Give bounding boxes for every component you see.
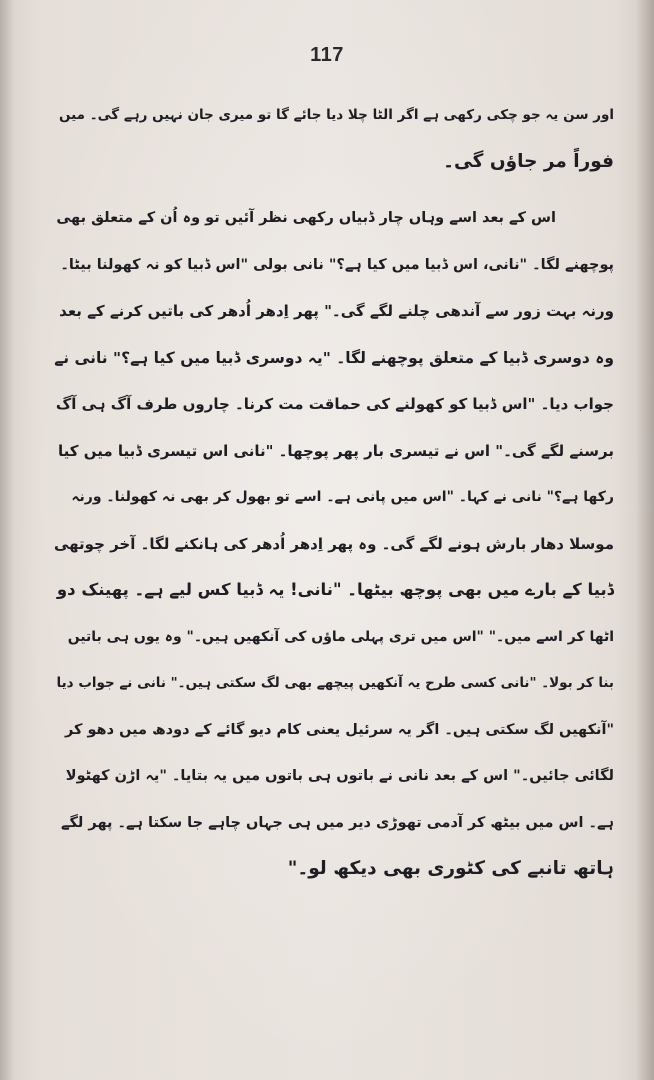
page-number: 117	[310, 44, 344, 66]
text-line: ڈبیا کے بارے میں بھی پوچھ بیٹھا۔ "نانی! یہ ڈبیا کس لیے ہے۔ پھینک دو	[56, 580, 614, 599]
paragraph-break	[54, 185, 614, 195]
text-line: لگائی جائیں۔" اس کے بعد نانی نے باتوں ہی باتوں میں یہ بتایا۔ "یہ اڑن کھٹولا	[65, 768, 614, 784]
text-line	[54, 893, 614, 940]
text-line: اٹھا کر اسے میں۔" "اس میں تری پہلی ماؤں کی آنکھیں ہیں۔" وہ یوں ہی باتیں	[67, 628, 614, 645]
text-line: بنا کر بولا۔ "نانی کسی طرح یہ آنکھیں پیچھے بھی لگ سکتی ہیں۔" نانی نے جواب دیا	[56, 675, 614, 691]
text-line: اس کے بعد اسے وہاں چار ڈبیاں رکھی نظر آئیں تو وہ اُن کے متعلق بھی	[56, 210, 556, 226]
page-edge-shadow-right	[636, 0, 654, 1080]
text-line: رکھا ہے؟" نانی نے کہا۔ "اس میں پانی ہے۔ اسے تو بھول کر بھی نہ کھولنا۔ ورنہ	[71, 489, 614, 505]
body-text	[54, 92, 614, 939]
text-line: "آنکھیں لگ سکتی ہیں۔ اگر یہ سرئیل یعنی کام دیو گائے کے دودھ میں دھو کر	[64, 721, 614, 738]
text-line: اور سن یہ جو چکی رکھی ہے اگر الٹا چلا دیا جائے گا تو میری جان نہیں رہے گی۔ میں	[59, 107, 614, 123]
text-line: پوچھنے لگا۔ "نانی، اس ڈبیا میں کیا ہے؟" نانی بولی "اس ڈبیا کو نہ کھولنا بیٹا۔	[60, 256, 614, 273]
text-line: ہے۔ اس میں بیٹھ کر آدمی تھوڑی دیر میں ہی جہاں چاہے جا سکتا ہے۔ پھر لگے	[61, 814, 614, 831]
text-line: برسنے لگے گی۔" اس نے تیسری بار پھر پوچھا۔ "نانی اس تیسری ڈبیا میں کیا	[58, 441, 614, 460]
text-line: جواب دیا۔ "اس ڈبیا کو کھولنے کی حماقت مت کرنا۔ چاروں طرف آگ ہی آگ	[55, 395, 614, 413]
text-line: موسلا دھار بارش ہونے لگے گی۔ وہ پھر اِدھر اُدھر کی ہانکنے لگا۔ آخر چوتھی	[54, 534, 614, 553]
text-line: ہاتھ تانبے کی کٹوری بھی دیکھ لو۔"	[287, 858, 614, 879]
text-line: فوراً مر جاؤں گی۔	[443, 150, 614, 172]
text-line: ورنہ بہت زور سے آندھی چلنے لگے گی۔" پھر اِدھر اُدھر کی باتیں کرنے کے بعد	[59, 302, 614, 320]
text-line: وہ دوسری ڈبیا کے متعلق پوچھنے لگا۔ "یہ دوسری ڈبیا میں کیا ہے؟" نانی نے	[54, 348, 614, 367]
page-edge-shadow-left	[0, 0, 14, 1080]
